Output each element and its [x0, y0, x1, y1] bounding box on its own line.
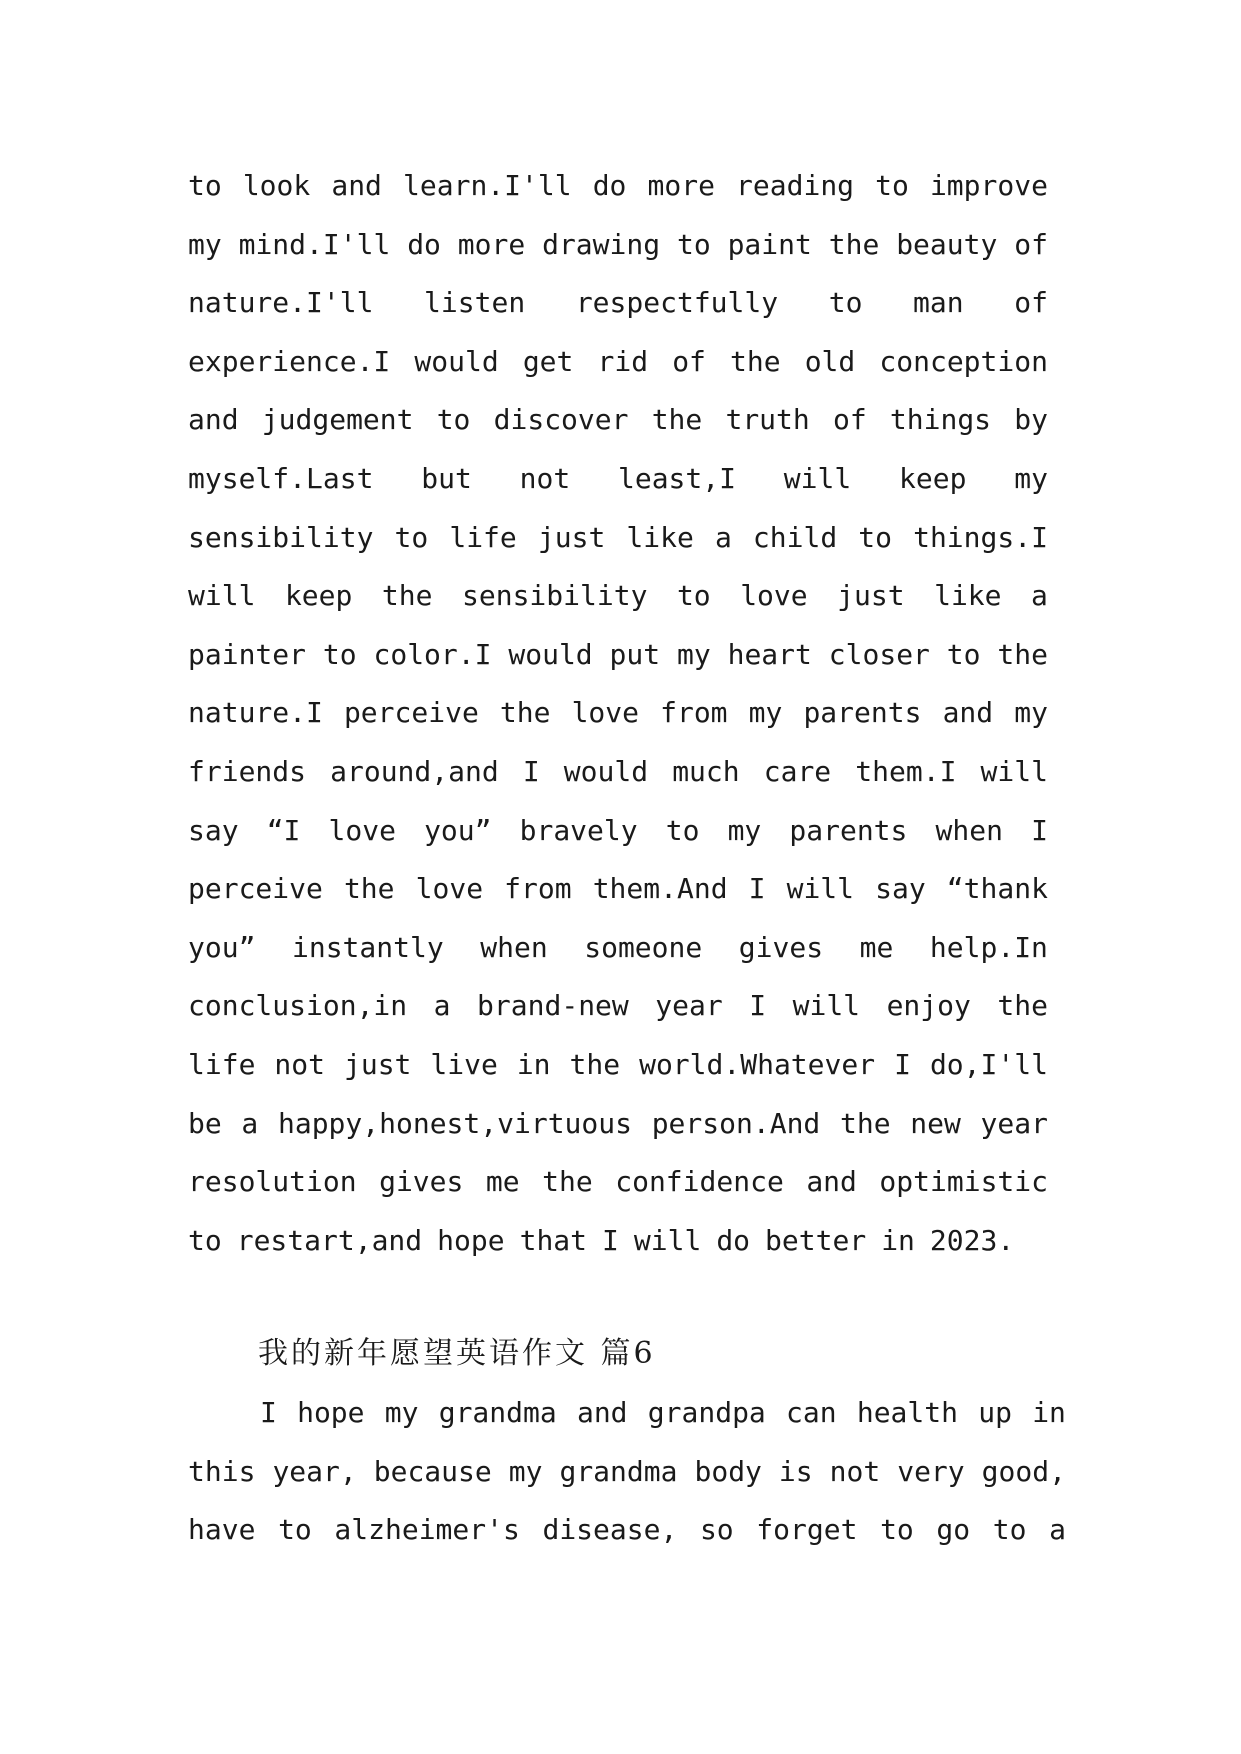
- word: myself.Last: [188, 461, 374, 495]
- word: grandpa: [647, 1396, 766, 1429]
- word: the: [569, 1047, 621, 1081]
- word: to: [322, 637, 357, 671]
- word: good,: [981, 1454, 1066, 1488]
- word: me: [485, 1165, 520, 1199]
- text-line: [188, 225, 1048, 284]
- word: disease,: [542, 1513, 678, 1547]
- word: to: [676, 579, 711, 613]
- word: around,and: [330, 754, 499, 788]
- word: my: [508, 1454, 543, 1488]
- word: love: [415, 872, 484, 906]
- word: will: [188, 579, 256, 613]
- word: confidence: [615, 1165, 784, 1199]
- word: a: [1031, 579, 1048, 613]
- word: to: [946, 637, 981, 671]
- word: will: [980, 754, 1048, 788]
- word: the: [499, 696, 551, 730]
- word: a: [714, 520, 732, 554]
- word: to: [858, 520, 892, 554]
- word: you”: [424, 813, 492, 847]
- word: have: [188, 1513, 256, 1547]
- word: not: [519, 461, 571, 495]
- word: my: [188, 227, 222, 261]
- word: when: [480, 930, 548, 964]
- word: up: [978, 1396, 1012, 1429]
- text-line-last: [188, 1221, 1048, 1280]
- word: I: [749, 989, 767, 1023]
- word: closer: [828, 637, 930, 671]
- word: grandma: [559, 1454, 678, 1488]
- word: listen: [424, 286, 526, 320]
- word: so: [699, 1513, 734, 1547]
- word: the: [997, 637, 1048, 671]
- word: my: [727, 813, 762, 847]
- word: is: [778, 1454, 813, 1488]
- word: and: [188, 403, 239, 437]
- text-line: [188, 869, 1048, 928]
- text-line: [188, 1452, 1066, 1511]
- word: my: [677, 637, 711, 671]
- word: a: [1049, 1513, 1066, 1547]
- word: will: [786, 872, 855, 906]
- word: by: [1014, 403, 1048, 437]
- word: enjoy: [886, 989, 971, 1023]
- word: just: [537, 520, 606, 554]
- word: of: [1014, 286, 1048, 320]
- word: and: [576, 1396, 628, 1429]
- word: look: [242, 169, 311, 202]
- word: a: [241, 1106, 259, 1140]
- word: new: [910, 1106, 961, 1140]
- word: get: [522, 344, 574, 378]
- word: forget: [756, 1513, 858, 1547]
- word: live: [430, 1047, 498, 1081]
- word: year,: [272, 1454, 357, 1488]
- word: nature.I: [188, 696, 323, 730]
- word: of: [672, 344, 706, 378]
- word: put: [609, 637, 661, 671]
- word: say: [875, 872, 926, 906]
- word: gives: [738, 930, 824, 964]
- text-line: [188, 986, 1048, 1045]
- word: reading: [736, 169, 855, 202]
- section-6-heading: 我的新年愿望英语作文 篇6: [258, 1336, 656, 1371]
- word: the: [839, 1106, 891, 1140]
- word: will: [633, 1223, 702, 1257]
- word: from: [504, 872, 572, 906]
- word: love: [328, 813, 396, 847]
- word: very: [897, 1454, 965, 1488]
- text-line: [188, 166, 1048, 225]
- word: truth: [725, 403, 810, 437]
- word: like: [934, 579, 1002, 613]
- word: in: [1032, 1396, 1066, 1429]
- text-line: [188, 693, 1048, 752]
- essay-section-6-text: [188, 1393, 1066, 1569]
- word: to: [875, 169, 909, 202]
- word: me: [859, 930, 894, 964]
- word: my: [1014, 461, 1048, 495]
- word: “thank: [946, 872, 1048, 906]
- text-line: [188, 283, 1048, 342]
- word: things.I: [913, 520, 1048, 554]
- text-line: [188, 1510, 1066, 1569]
- word: do: [407, 227, 441, 261]
- word: color.I: [373, 637, 492, 671]
- word: would: [563, 754, 649, 788]
- word: the: [381, 579, 433, 613]
- word: but: [421, 461, 472, 495]
- word: I: [894, 1047, 911, 1081]
- word: heart: [727, 637, 812, 671]
- word: of: [832, 403, 867, 437]
- word: not: [274, 1047, 325, 1081]
- word: perceive: [188, 872, 323, 906]
- word: sensibility: [188, 520, 374, 554]
- word: world.Whatever: [639, 1047, 876, 1081]
- text-line: [188, 342, 1048, 401]
- word: better: [765, 1223, 867, 1257]
- word: more: [647, 169, 715, 202]
- word: nature.I'll: [188, 286, 374, 320]
- word: to: [278, 1513, 312, 1547]
- word: say: [188, 813, 239, 847]
- word: just: [343, 1047, 412, 1081]
- word: the: [997, 989, 1048, 1023]
- word: conclusion,in: [188, 989, 408, 1023]
- word: my: [1014, 696, 1048, 730]
- word: rid: [597, 344, 649, 378]
- word: body: [694, 1454, 762, 1488]
- word: year: [980, 1106, 1048, 1140]
- text-line: [188, 752, 1048, 811]
- word: would: [508, 637, 593, 671]
- word: this: [188, 1454, 256, 1488]
- word: my: [748, 696, 783, 730]
- word: restart,and: [236, 1223, 423, 1257]
- word: drawing: [542, 227, 661, 261]
- word: parents: [803, 696, 922, 730]
- word: to: [676, 227, 711, 261]
- word: year: [655, 989, 723, 1023]
- word: resolution: [188, 1165, 357, 1199]
- word: I: [260, 1396, 277, 1429]
- text-line: [188, 459, 1048, 518]
- word: in: [881, 1223, 915, 1257]
- word: hope: [437, 1223, 505, 1257]
- word: friends: [188, 754, 307, 788]
- word: you”: [188, 930, 256, 964]
- word: gives: [379, 1165, 464, 1199]
- word: just: [837, 579, 905, 613]
- word: much: [672, 754, 740, 788]
- word: to: [828, 286, 863, 320]
- word: can: [786, 1396, 837, 1429]
- word: mind.I'll: [238, 227, 391, 261]
- word: grandma: [438, 1396, 557, 1429]
- word: help.In: [929, 930, 1048, 964]
- word: respectfully: [575, 286, 779, 320]
- word: conception: [879, 344, 1048, 378]
- word: paint: [727, 227, 812, 261]
- word: I: [748, 872, 766, 906]
- text-line: [188, 811, 1048, 870]
- word: the: [343, 872, 395, 906]
- word: beauty: [896, 227, 998, 261]
- word: do: [592, 169, 627, 202]
- word: of: [1014, 227, 1048, 261]
- word: person.And: [651, 1106, 821, 1140]
- word: I: [602, 1223, 619, 1257]
- word: not: [829, 1454, 881, 1488]
- word: do,I'll: [929, 1047, 1048, 1081]
- text-line: [188, 1162, 1048, 1221]
- word: and: [942, 696, 994, 730]
- word: the: [651, 403, 703, 437]
- word: old: [804, 344, 856, 378]
- word: love: [740, 579, 808, 613]
- text-line: [188, 635, 1048, 694]
- essay-section-5-text: [188, 166, 1048, 1279]
- word: do: [716, 1223, 751, 1257]
- word: the: [730, 344, 781, 378]
- word: child: [752, 520, 838, 554]
- word: to: [436, 403, 471, 437]
- word: to: [394, 520, 429, 554]
- word: to: [880, 1513, 914, 1547]
- word: them.And: [592, 872, 728, 906]
- word: keep: [899, 461, 967, 495]
- word: health: [856, 1396, 958, 1429]
- word: bravely: [519, 813, 638, 847]
- word: in: [516, 1047, 551, 1081]
- word: man: [913, 286, 964, 320]
- word: to: [665, 813, 700, 847]
- word: things: [889, 403, 992, 437]
- word: I: [1031, 813, 1048, 847]
- word: will: [783, 461, 852, 495]
- word: when: [935, 813, 1003, 847]
- word: painter: [188, 637, 307, 671]
- word: discover: [493, 403, 629, 437]
- paragraph-first-line: [188, 1393, 1066, 1452]
- word: 2023.: [929, 1223, 1015, 1257]
- text-line: [188, 1104, 1048, 1163]
- text-line: [188, 518, 1048, 577]
- word: and: [806, 1165, 857, 1199]
- word: to: [992, 1513, 1027, 1547]
- word: instantly: [291, 930, 444, 964]
- word: my: [384, 1396, 419, 1429]
- word: the: [542, 1165, 593, 1199]
- word: to: [188, 169, 222, 202]
- word: sensibility: [462, 579, 648, 613]
- word: judgement: [261, 403, 414, 437]
- word: life: [188, 1047, 256, 1081]
- word: least,I: [617, 461, 736, 495]
- word: to: [188, 1223, 222, 1257]
- word: care: [763, 754, 832, 788]
- word: love: [571, 696, 640, 730]
- word: more: [457, 227, 526, 261]
- word: I: [522, 754, 540, 788]
- word: will: [792, 989, 861, 1023]
- word: perceive: [343, 696, 479, 730]
- word: keep: [284, 579, 353, 613]
- word: learn.I'll: [403, 169, 572, 202]
- text-line: [188, 576, 1048, 635]
- word: “I: [266, 813, 301, 847]
- word: go: [936, 1513, 971, 1547]
- word: from: [660, 696, 728, 730]
- word: because: [373, 1454, 492, 1488]
- word: would: [414, 344, 499, 378]
- word: be: [188, 1106, 222, 1140]
- word: life: [449, 520, 517, 554]
- word: experience.I: [188, 344, 391, 378]
- word: happy,honest,virtuous: [277, 1106, 632, 1140]
- word: a: [433, 989, 451, 1023]
- word: optimistic: [879, 1165, 1048, 1199]
- word: that: [519, 1223, 588, 1257]
- text-line: [188, 1045, 1048, 1104]
- word: alzheimer's: [334, 1513, 520, 1547]
- text-line: [188, 928, 1048, 987]
- text-line: [188, 400, 1048, 459]
- word: and: [331, 169, 382, 202]
- word: them.I: [855, 754, 957, 788]
- word: the: [828, 227, 880, 261]
- word: like: [626, 520, 694, 554]
- word: someone: [584, 930, 703, 964]
- word: improve: [929, 169, 1048, 202]
- word: brand-new: [477, 989, 629, 1023]
- word: parents: [789, 813, 908, 847]
- word: hope: [297, 1396, 365, 1429]
